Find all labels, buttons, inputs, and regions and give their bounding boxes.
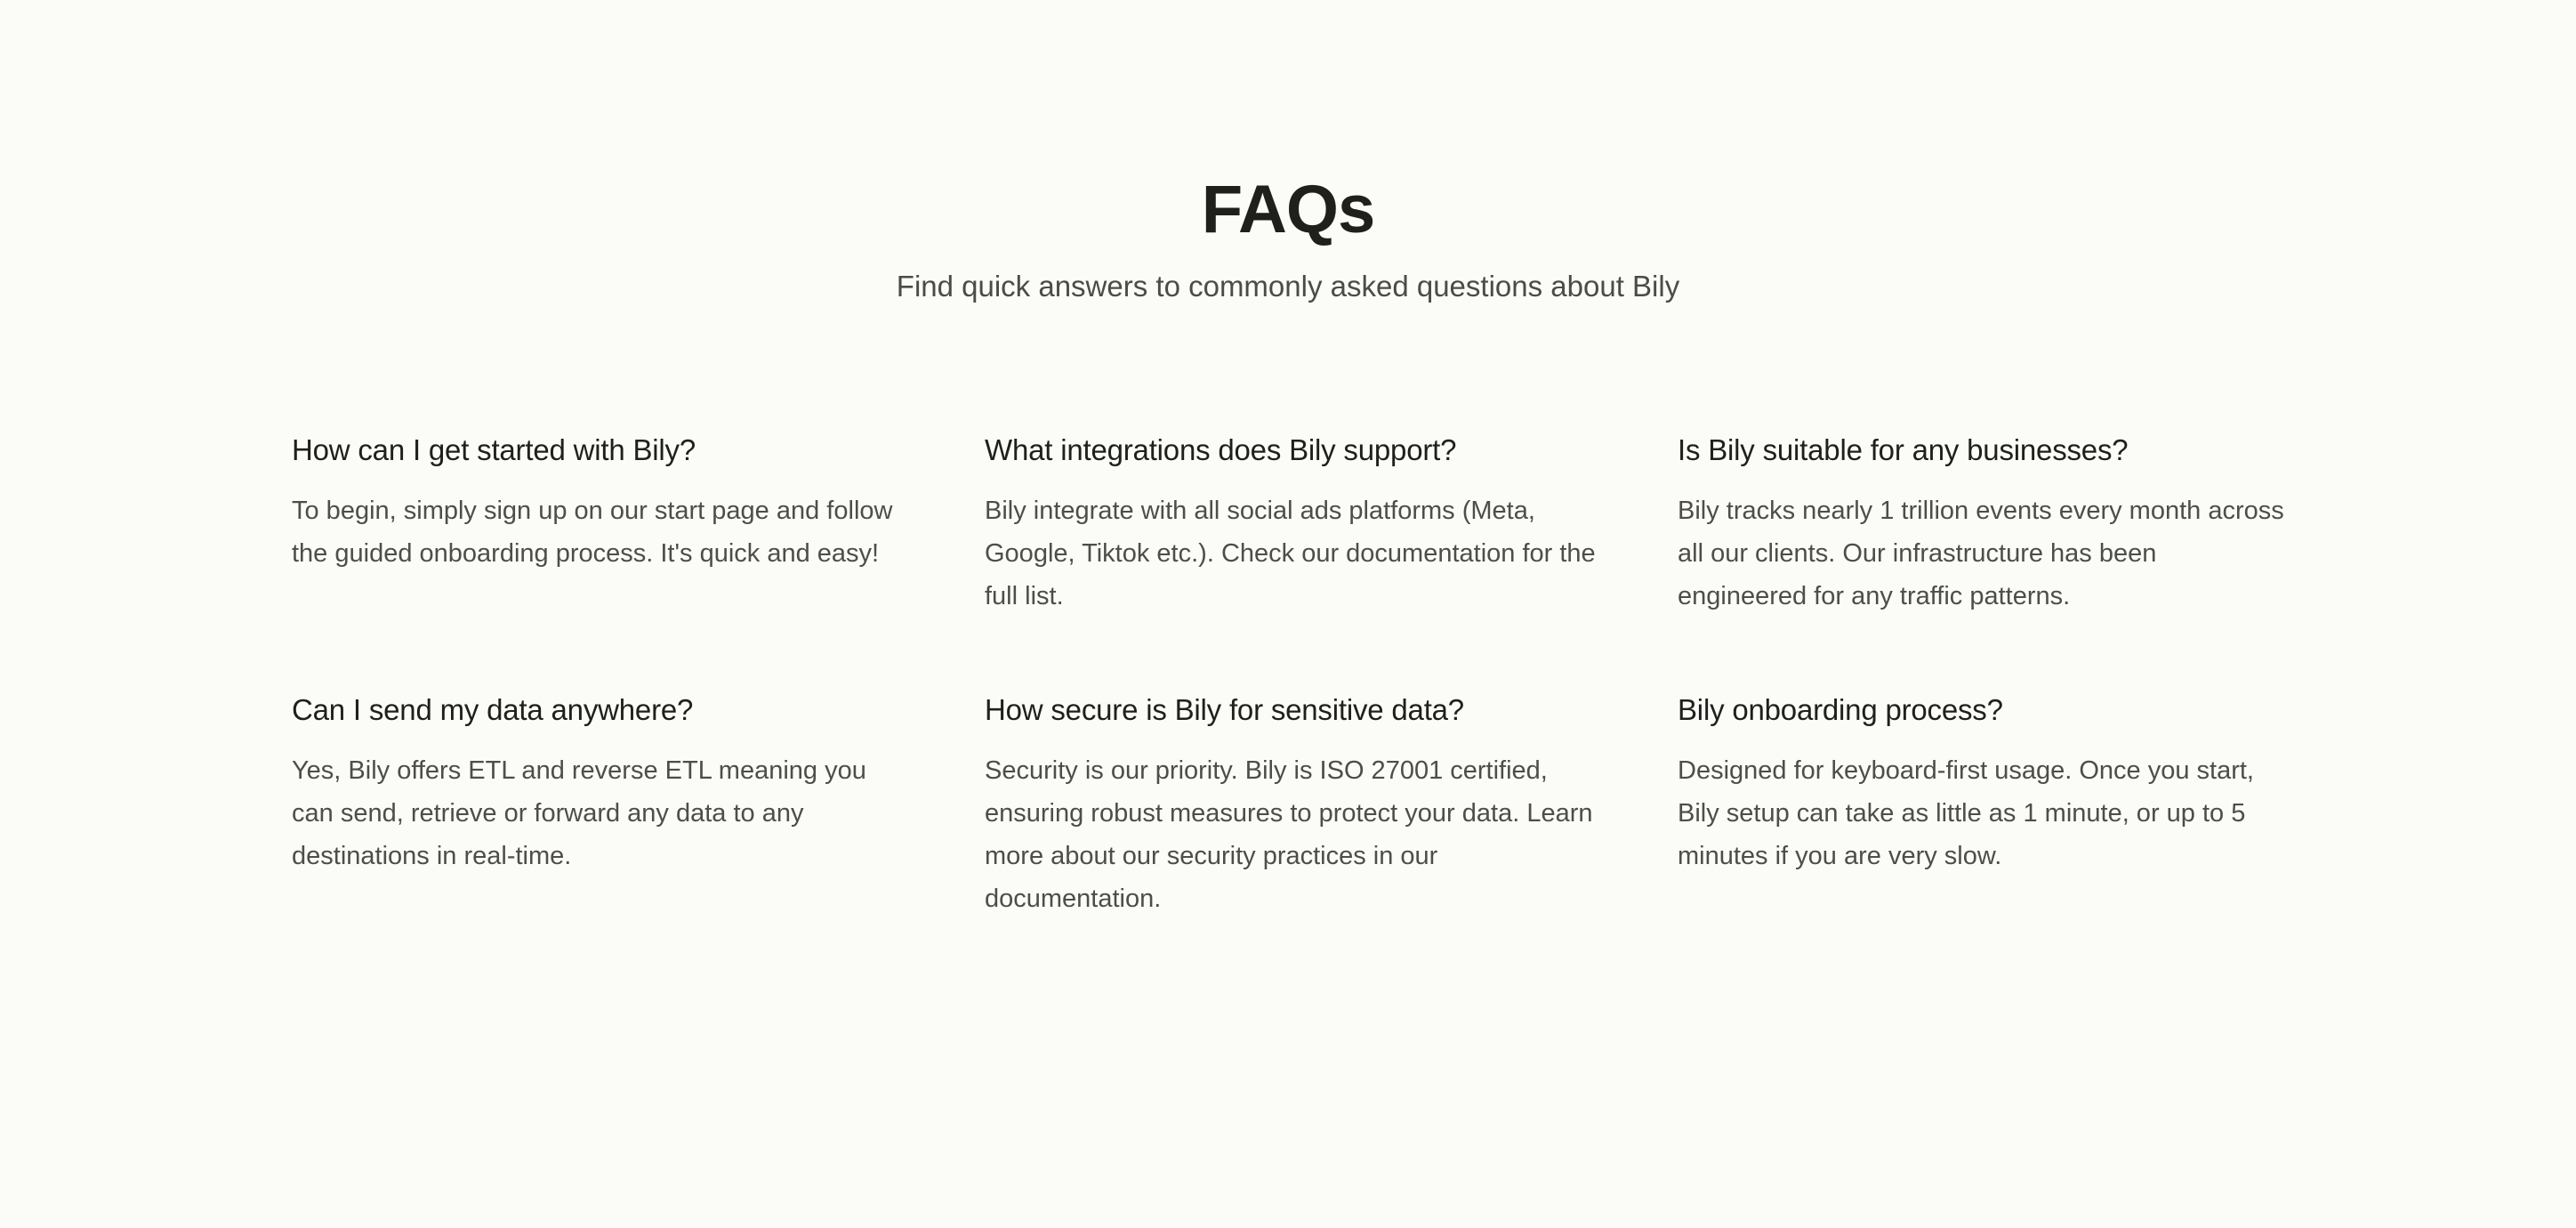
faq-header: [0, 169, 2576, 306]
faq-question: How secure is Bily for sensitive data?: [985, 693, 1464, 726]
faq-question: Can I send my data anywhere?: [292, 693, 694, 726]
faq-question: What integrations does Bily support?: [985, 433, 1457, 466]
faq-answer: Designed for keyboard-first usage. Once you start, Bily setup can take as little as 1 minute, or up to 5 minutes if you are very slow.: [1678, 756, 2254, 870]
page-subtitle: Find quick answers to commonly asked questions about Bily: [896, 270, 1680, 303]
faq-grid: [292, 429, 2284, 920]
faq-item-security: [985, 689, 1607, 920]
faq-question: Bily onboarding process?: [1678, 693, 2003, 726]
faq-item-send-data: [292, 689, 914, 920]
faq-item-integrations: [985, 429, 1607, 618]
faq-item-get-started: [292, 429, 914, 618]
faq-question: Is Bily suitable for any businesses?: [1678, 433, 2129, 466]
faq-answer: Bily integrate with all social ads platforms (Meta, Google, Tiktok etc.). Check our documentation for the full list.: [985, 497, 1596, 610]
faq-item-suitability: [1678, 429, 2300, 618]
faq-answer: Yes, Bily offers ETL and reverse ETL meaning you can send, retrieve or forward any data to any destinations in real-time.: [292, 756, 866, 870]
faq-answer: To begin, simply sign up on our start page and follow the guided onboarding process. It's quick and easy!: [292, 497, 893, 568]
faq-question: How can I get started with Bily?: [292, 433, 696, 466]
faq-answer: Bily tracks nearly 1 trillion events every month across all our clients. Our infrastructure has been engineered for any traffic patterns.: [1678, 497, 2284, 610]
page-title: FAQs: [1201, 172, 1375, 247]
faq-item-onboarding: [1678, 689, 2300, 920]
faq-answer: Security is our priority. Bily is ISO 27001 certified, ensuring robust measures to protect your data. Learn more about our security practices in our documentation.: [985, 756, 1593, 913]
